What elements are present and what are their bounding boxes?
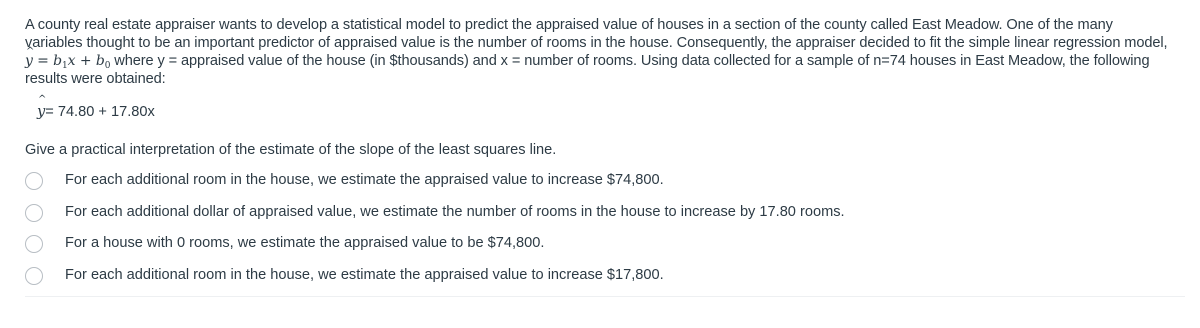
answer-option-2[interactable] [25,198,1175,230]
answer-option-label: For each additional room in the house, we estimate the appraised value to increase $74,800. [65,172,664,188]
radio-button[interactable] [25,235,43,253]
answer-options [25,166,1175,292]
answer-option-1[interactable] [25,166,1175,198]
question-prompt: Give a practical interpretation of the estimate of the slope of the least squares line. [25,142,557,158]
stem-text-part2: where y = appraised value of the house (in $thousands) and x = number of rooms. Using data collected for a sample of n=74 houses in East Meadow, the following results were obtained: [25,53,1150,87]
divider [25,296,1185,297]
radio-button[interactable] [25,172,43,190]
answer-option-label: For each additional room in the house, we estimate the appraised value to increase $17,800. [65,266,664,283]
model-formula: ^ $y = b_1x + b_0$ [25,53,110,69]
fitted-equation [37,103,155,120]
radio-button[interactable] [25,204,43,222]
answer-option-3[interactable] [25,229,1175,261]
y-hat-symbol: ^ y [37,103,45,120]
stem-text-part1: A county real estate appraiser wants to develop a statistical model to predict the appraised value of houses in a section of the county called East Meadow. One of the many variables thought to be an important predictor of appraised value is the number of rooms in the house. Consequently, the appraiser decided to fit the simple linear regression model, [25,17,1168,51]
answer-option-4[interactable] [25,261,1175,293]
fitted-equation-text: = 74.80 + 17.80x [45,104,155,120]
answer-option-label: For a house with 0 rooms, we estimate the appraised value to be $74,800. [65,235,545,251]
radio-button[interactable] [25,267,43,285]
answer-option-label: For each additional dollar of appraised value, we estimate the number of rooms in the house to increase by 17.80 rooms. [65,203,845,220]
question-stem [25,16,1170,88]
